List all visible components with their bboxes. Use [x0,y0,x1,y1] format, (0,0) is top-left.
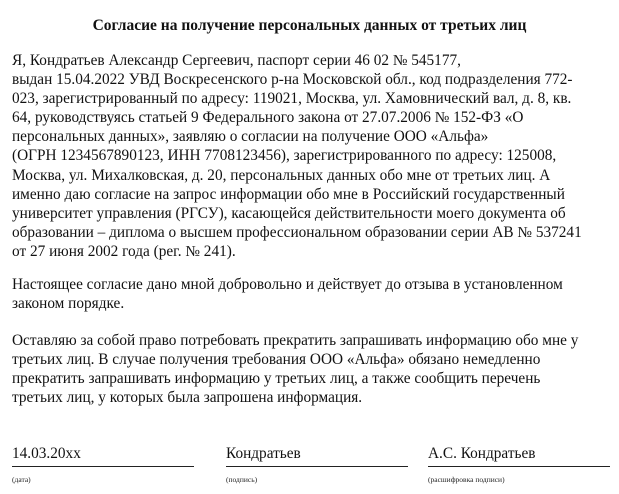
signature-sign: Кондратьев [226,445,301,462]
name-caption: (расшифровка подписи) [428,475,505,484]
signature-name: А.С. Кондратьев [428,445,536,462]
revocation-paragraph: Оставляю за собой право потребовать прекратить запрашивать информацию обо мне у третьих лиц. В случае получения требования ООО «Альфа» обязано немедленно прекратить запрашивать информацию у третьих лиц, а также сообщить перечень третьих лиц, у которых была запрошена информация. [12,332,579,407]
document-title: Согласие на получение персональных данных от третьих лиц [92,17,527,34]
date-caption: (дата) [12,475,31,484]
signature-date-line [12,446,194,467]
validity-paragraph: Настоящее согласие дано мной добровольно и действует до отзыва в установленном законом порядке. [12,276,563,313]
signature-date: 14.03.20xx [12,445,81,462]
signature-name-line [428,446,610,467]
sign-caption: (подпись) [226,475,258,484]
signature-sign-line [226,446,408,467]
consent-paragraph: Я, Кондратьев Александр Сергеевич, паспорт серии 46 02 № 545177, выдан 15.04.2022 УВД Воскресенского р-на Московской обл., код подразделения 772- 023, зарегистрированный по адресу: 119021, Москва, ул. Хамовнический вал, д. 8, кв. 64, руководствуясь статьей 9 Федерального закона от 27.07.2006 № 152-ФЗ «О персональных данных», заявляю о согласии на получение ООО «Альфа» (ОГРН 1234567890123, ИНН 7708123456), зарегистрированного по адресу: 125008, Москва, ул. Михалковская, д. 20, персональных данных обо мне от третьих лиц. А именно даю согласие на запрос информации обо мне в Российский государственный университет управления (РГСУ), касающейся действительности моего документа об образовании – диплома о высшем профессиональном образовании серии АВ № 537241 от 27 июня 2002 года (рег. № 241). [12,52,582,260]
